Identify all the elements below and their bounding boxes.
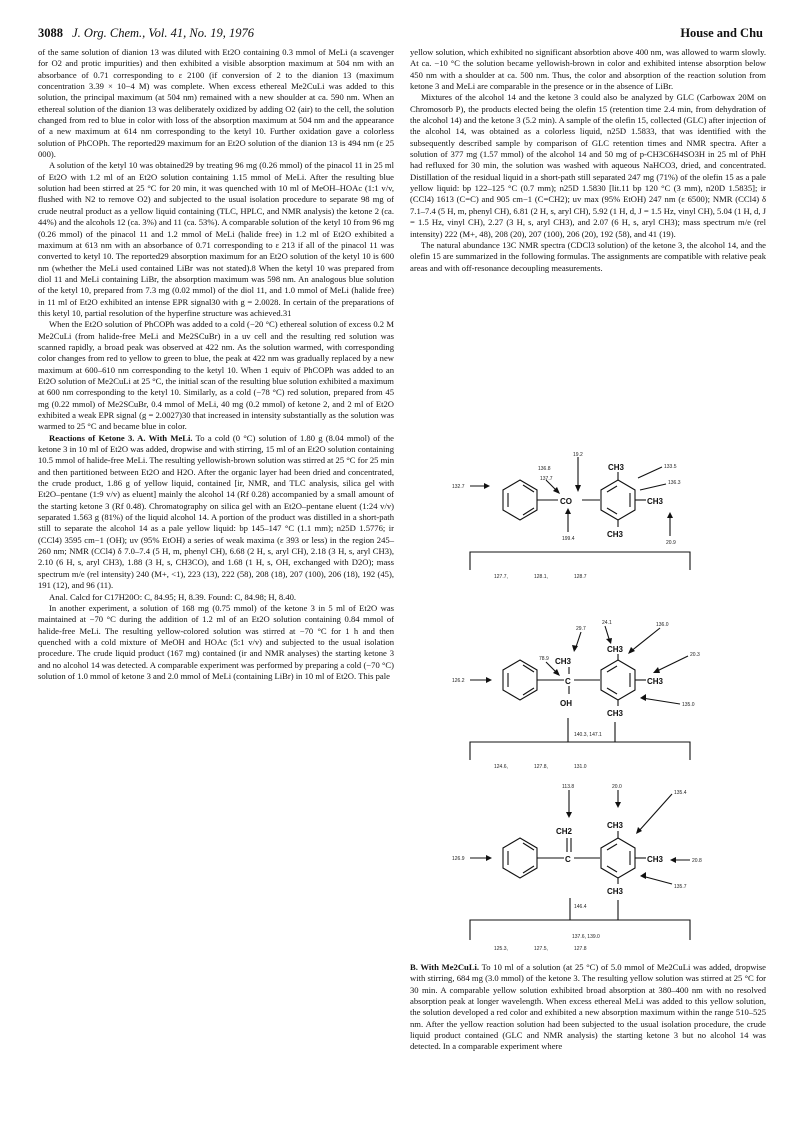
paragraph: Mixtures of the alcohol 14 and the ketone 3 could also be analyzed by GLC (Carbowax 20M on Chromosorb P), the products elected being the olefin 15 (retention time 2.4 min, from dehydration of the alcohol 14) and the ketone 3 (5.2 min). A sample of the olefin 15, collected (GLC) after injection of the alcohol 14, was obtained as a colorless liquid, n25D 1.5833, that was identified with the subsequently described sample by comparison of GLC retention times and NMR spectra. After a solution of 377 mg (1.57 mmol) of the alcohol 14 and 50 mg of p-CH3C6H4SO3H in 25 ml of PhH had refluxed for 30 min, the solution was washed with aqueous NaHCO3, dried, and concentrated. Distillation of the residual liquid in a short-path still separated 247 mg (71%) of the olefin 15 as a pale yellow liquid: bp 122–125 °C (0.7 mm); n25D 1.5830 [lit.11 bp 120 °C (3 mm), n20D 1.5835]; ir (CCl4) 1613 (C=C) and 905 cm−1 (C=CH2); uv max (95% EtOH) 247 nm (ε 6500); NMR (CCl4) δ 7.1–7.4 (5 H, m, phenyl CH), 6.81 (2 H, s, aryl CH), 5.92 (1 H, d, J = 1.5 Hz, vinyl CH), 5.04 (1 H, d, J = 1.5 Hz, vinyl CH), 2.27 (3 H, s, aryl CH3), and 2.07 (6 H, s, aryl CH3); mass spectrum m/e (rel intensity) 222 (M+, 48), 208 (20), 207 (100), 206 (20), 192 (58), and 41 (19). xyxy=(410,92,766,239)
shift-label: 20.9 xyxy=(666,540,676,546)
structure-ketone-3 xyxy=(450,452,730,612)
methyl-group: CH3 xyxy=(608,463,625,472)
paragraph-text: To a cold (0 °C) solution of 1.80 g (8.04 mmol) of the ketone 3 in 10 ml of Et2O was added, dropwise and with stirring, 15 ml of an Et2O solution containing 10.5 mmol of halide-free MeLi. The resulting yellowish-brown solution was stirred at 25 °C for 25 min and then partitioned between Et2O and H2O. After the organic layer had been dried and concentrated, the crude product, 1.86 g of yellow liquid, contained [ir, NMR, and TLC analysis, silica gel with Et2O–pentane (1:9 v/v) as eluent] mainly the alcohol 14 (Rf 0.28) accompanied by a small amount of the starting ketone 3 (Rf 0.48). Chromatography on silica gel with an Et2O–pentane eluent (1:24 v/v) separated 1.563 g (81%) of the liquid alcohol 14. A portion of the product was distilled in a short-path still to separate the alcohol 14 as a pale yellow liquid: bp 145–147 °C (1.1 mm); n25D 1.5776; ir (CCl4) 3595 cm−1 (OH); uv (95% EtOH) a series of weak maxima (ε 393 or less) in the region 245–260 nm; NMR (CCl4) δ 7.0–7.4 (5 H, m, phenyl CH), 6.68 (2 H, s, aryl CH), 2.18 (3 H, s, aryl CH3), 2.10 (6 H, s, aryl CH3), 1.88 (3 H, s, CH3CO), and 1.68 (1 H, s, OH, exchanged with D2O); mass spectrum m/e (rel intensity) 240 (M+, <1), 223 (13), 222 (58), 208 (18), 207 (100), 206 (18), 192 (45), 191 (12), and 96 (11). xyxy=(38,432,394,591)
hydroxyl-group: OH xyxy=(560,699,572,708)
shift-label: 137.6, 139.0 xyxy=(572,934,600,940)
shift-label: 20.3 xyxy=(690,652,700,658)
structure-olefin-15 xyxy=(450,780,730,955)
methyl-group: CH3 xyxy=(647,677,664,686)
shift-label: 127.5, xyxy=(534,946,548,952)
shift-label: 127.7, xyxy=(494,574,508,580)
shift-label: 137.7 xyxy=(540,476,553,482)
shift-label: 132.7 xyxy=(452,484,465,490)
methyl-group: CH3 xyxy=(647,855,664,864)
shift-label: 20.0 xyxy=(612,784,622,790)
shift-label: 128.1, xyxy=(534,574,548,580)
shift-label: 135.7 xyxy=(674,884,687,890)
shift-label: 136.0 xyxy=(656,622,669,628)
shift-label: 133.5 xyxy=(664,464,677,470)
methyl-group: CH3 xyxy=(647,497,664,506)
shift-label: 20.8 xyxy=(692,858,702,864)
methyl-group: CH3 xyxy=(607,645,624,654)
shift-label: 19.2 xyxy=(573,452,583,458)
section-heading: Reactions of Ketone 3. A. With MeLi. xyxy=(49,432,193,443)
methyl-group: CH3 xyxy=(555,657,572,666)
paragraph: In another experiment, a solution of 168 mg (0.75 mmol) of the ketone 3 in 5 ml of Et2O was maintained at −70 °C during the addition of 1.2 ml of an Et2O solution containing 0.84 mmol of halide-free MeLi. The resulting yellow-colored solution was stirred at −70 °C for 1 h and then quenched with a cold mixture of MeOH and HOAc (5:1 v/v) and subjected to the usual isolation procedure. The crude liquid product (167 mg) contained (ir and NMR analyses) the starting ketone 3 and no alcohol 14 was detected. A comparable experiment was performed by preparing a cold (−70 °C) solution of 1.0 mmol of ketone 3 and 2.0 mmol of MeLi (containing LiBr) in 10 ml of Et2O. This pale xyxy=(38,602,394,681)
paragraph: A solution of the ketyl 10 was obtained29 by treating 96 mg (0.26 mmol) of the pinacol 11 in 25 ml of Et2O with 1.2 ml of an Et2O solution containing 1.15 mmol of MeLi. After the resulting blue solution had been stirred at 25 °C for 20 min, it was quenched with 10 ml of MeOH–HOAc (1:1 v/v, flushed with N2 to remove O2) and subjected to the usual isolation procedure to separate 98 mg of crude neutral product as a yellow liquid containing (TLC, HPLC, and NMR analysis) the ketone 2 (ca. 44%) and the alcohols 12 (ca. 3%) and 11 (ca. 53%). A comparable solution of the ketyl 10 from 96 mg (0.26 mmol) of the pinacol 11 and 1.2 mmol of MeLi (halide free) in 1.2 ml of Et2O exhibited a maximum at 613 nm with an absorbance of 0.71 corresponding to ε 213 if all of the pinacol 11 was converted to ketyl 10. The reported29 absorption maximum for an Et2O solution of the ketyl 10 is 600 nm (whether the MeLi used contained LiBr was not stated).8 When the ketyl 10 was prepared from diol 11 and MeLi containing LiBr, the absorption maximum was 598 nm. An analogous blue solution of the ketyl 10, prepared from 7.3 mg (0.02 mmol) of the diol 11, and 1.0 mmol of MeLi (halide free) in 11 ml of Et2O exhibited an intense EPR signal30 with g = 2.0028. In certain of the preparations of this ketyl 10, partial resolution of the hyperfine structure was achieved.31 xyxy=(38,160,394,318)
shift-label: 127.8, xyxy=(534,764,548,770)
paragraph: Anal. Calcd for C17H20O: C, 84.95; H, 8.39. Found: C, 84.98; H, 8.40. xyxy=(49,591,297,602)
shift-label: 113.8 xyxy=(562,784,575,790)
vinyl-carbon: C xyxy=(565,855,571,864)
shift-label: 126.2 xyxy=(452,678,465,684)
right-column-bottom xyxy=(410,962,766,1053)
left-column xyxy=(38,47,394,682)
methyl-group: CH3 xyxy=(607,821,624,830)
methylene-group: CH2 xyxy=(556,827,573,836)
shift-label: 199.4 xyxy=(562,536,575,542)
carbinol-carbon: C xyxy=(565,677,571,686)
methyl-group: CH3 xyxy=(607,887,624,896)
shift-label: 124.6, xyxy=(494,764,508,770)
paragraph xyxy=(38,433,394,592)
page-header xyxy=(38,26,763,44)
shift-label: 140.3, 147.1 xyxy=(574,732,602,738)
shift-label: 146.4 xyxy=(574,904,587,910)
shift-label: 127.8 xyxy=(574,946,587,952)
paragraph: The natural abundance 13C NMR spectra (CDCl3 solution) of the ketone 3, the alcohol 14, and the olefin 15 are summarized in the following formulas. The assignments are compatible with relative peak areas and with off-resonance decoupling measurements. xyxy=(410,239,766,273)
paragraph: of the same solution of dianion 13 was diluted with Et2O containing 0.3 mmol of MeLi (a scavenger for O2 and protic impurities) and then exhibited a visible absorption maximum at 504 nm with an absorbance of 0.71 corresponding to ε 2100 (if conversion of 2 to the dianion 13 (maximum concentration 3.39 × 10−4 M) was complete. When excess ethereal Me2CuLi was added to this solution, the principal maximum (at 504 nm) remained with a new shoulder at ca. 590 nm. When an ethereal solution of the dianion 13 was deliberately oxidized by adding O2 (air) to the cell, the solution changed from red to blue in color with loss of the absorption maximum at 504 nm and the appearance of a new maximum at 614 nm corresponding to the ketyl 10. Further oxidation gave a colorless solution of PhCOPh. The reported29 maximum for an Et2O solution of the dianion 13 is 494 nm (ε 25 000). xyxy=(38,47,394,160)
paragraph-text: To 10 ml of a solution (at 25 °C) of 5.0 mmol of Me2CuLi was added, dropwise with stirring, 684 mg (3.0 mmol) of the ketone 3. The resulting yellow solution was stirred at 25 °C for 30 min. A comparable yellow solution exhibited broad absorption at 380–400 nm with no resolved absorption peak at longer wavelength. When excess ethereal MeLi was added to this yellow solution, the solution developed a red color and exhibited a new absorption maximum within the range 510–525 nm. After the yellow reaction solution had been subjected to the usual isolation procedure, the crude liquid product contained (GLC and NMR analysis) the starting ketone 3 but no alcohol 14 was detected. In a comparable experiment where xyxy=(410,962,767,1052)
shift-label: 78.9 xyxy=(539,656,549,662)
shift-label: 135.4 xyxy=(674,790,687,796)
shift-label: 128.7 xyxy=(574,574,587,580)
shift-label: 126.9 xyxy=(452,856,465,862)
shift-label: 131.0 xyxy=(574,764,587,770)
paragraph: yellow solution, which exhibited no significant absorbtion above 400 nm, was allowed to warm slowly. At ca. −10 °C the solution became yellowish-brown in color and exhibited intense absorption below 450 nm with a shoulder at ca. 500 nm. Thus, the color and absorption of the reaction solution from ketone 3 and MeLi are comparable in the presence or in the absence of LiBr. xyxy=(410,47,766,92)
methyl-group: CH3 xyxy=(607,709,624,718)
shift-label: 24.1 xyxy=(602,620,612,626)
shift-label: 29.7 xyxy=(576,626,586,632)
structure-alcohol-14 xyxy=(450,612,730,777)
paragraph xyxy=(410,962,766,1053)
shift-label: 136.8 xyxy=(538,466,551,472)
right-column xyxy=(410,47,766,274)
journal-citation: J. Org. Chem., Vol. 41, No. 19, 1976 xyxy=(72,26,254,40)
running-authors: House and Chu xyxy=(680,26,763,40)
shift-label: 135.0 xyxy=(682,702,695,708)
shift-label: 136.3 xyxy=(668,480,681,486)
carbonyl-group: CO xyxy=(560,497,572,506)
methyl-group: CH3 xyxy=(607,530,624,539)
section-heading: B. With Me2CuLi. xyxy=(410,962,480,972)
shift-label: 125.3, xyxy=(494,946,508,952)
page-number: 3088 xyxy=(38,26,63,40)
paragraph: When the Et2O solution of PhCOPh was added to a cold (−20 °C) ethereal solution of excess 0.2 M Me2CuLi (from halide-free MeLi and Me2SCuBr) in a uv cell and the resulting red solution was scanned rapidly, a broad peak was observed at 422 nm. As the solution warmed, with corresponding color changes from red to yellow to green to blue, the peak at 422 nm was gradually replaced by a new maximum at 600–610 nm corresponding to the ketyl 10. When 1 equiv of PhCOPh was added to an Et2O solution of Me2CuLi at 25 °C, the initial scan of the resulting blue solution exhibited a maximum at 600 nm corresponding to the ketyl 10. Similarly, as a cold (−78 °C) red solution, prepared from 45 mg (0.22 mmol) of Me2SCuBr, 0.4 mmol of MeLi, 40 mg (0.2 mmol) of ketone 2, and 2 ml of Et2O exhibited a weak EPR signal (g = 2.0027)30 that increased in intensity substantially as the solution was warmed to 25 °C and became blue in color. xyxy=(38,319,394,432)
